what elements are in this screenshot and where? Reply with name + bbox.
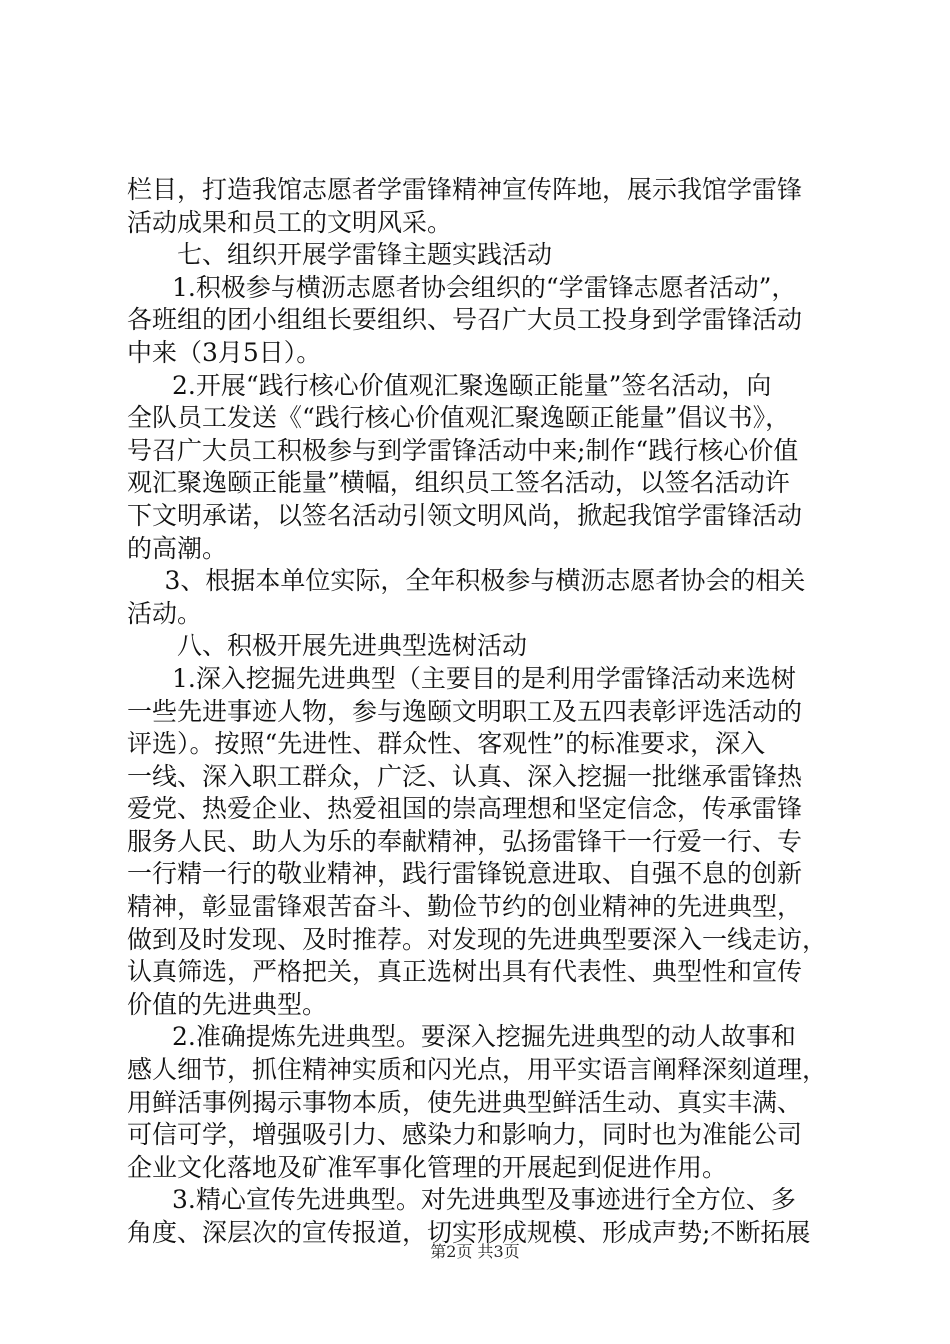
text-line: 各班组的团小组组长要组织、号召广大员工投身到学雷锋活动 <box>127 305 803 335</box>
document-body <box>127 174 847 1250</box>
text-line: 下文明承诺，以签名活动引领文明风尚，掀起我馆学雷锋活动 <box>127 500 803 530</box>
text-line: 2.准确提炼先进典型。要深入挖掘先进典型的动人故事和 <box>172 1022 796 1052</box>
text-line: 活动成果和员工的文明风采。 <box>127 207 453 237</box>
section-heading: 八、积极开展先进典型选树活动 <box>177 631 528 661</box>
text-line: 认真筛选，严格把关，真正选树出具有代表性、典型性和宣传 <box>127 957 803 987</box>
text-line: 栏目，打造我馆志愿者学雷锋精神宣传阵地，展示我馆学雷锋 <box>127 175 803 204</box>
text-line: 1.深入挖掘先进典型（主要目的是利用学雷锋活动来选树 <box>172 663 796 693</box>
text-line: 价值的先进典型。 <box>127 989 328 1019</box>
text-line: 号召广大员工积极参与到学雷锋活动中来;制作“践行核心价值 <box>127 435 799 465</box>
text-line: 1.积极参与横沥志愿者协会组织的“学雷锋志愿者活动”， <box>172 272 797 302</box>
text-line: 观汇聚逸颐正能量”横幅，组织员工签名活动，以签名活动许 <box>127 468 790 498</box>
text-line: 一线、深入职工群众，广泛、认真、深入挖掘一批继承雷锋热 <box>127 761 803 791</box>
text-line: 3.精心宣传先进典型。对先进典型及事迹进行全方位、多 <box>172 1185 796 1215</box>
text-line: 可信可学，增强吸引力、感染力和影响力，同时也为准能公司 <box>127 1120 803 1150</box>
text-line: 做到及时发现、及时推荐。对发现的先进典型要深入一线走访， <box>127 924 828 954</box>
text-line: 爱党、热爱企业、热爱祖国的崇高理想和坚定信念，传承雷锋 <box>127 794 803 824</box>
text-line: 评选）。按照“先进性、群众性、客观性”的标准要求，深入 <box>127 729 766 759</box>
text-line: 用鲜活事例揭示事物本质，使先进典型鲜活生动、真实丰满、 <box>127 1087 803 1117</box>
page-number-footer: 第2页 共3页 <box>430 1242 520 1261</box>
text-line: 中来（3月5日）。 <box>127 337 322 367</box>
text-line: 感人细节，抓住精神实质和闪光点，用平实语言阐释深刻道理， <box>127 1055 828 1085</box>
text-line: 企业文化落地及矿准军事化管理的开展起到促进作用。 <box>127 1152 728 1182</box>
text-line: 活动。 <box>127 598 203 628</box>
text-line: 3、根据本单位实际，全年积极参与横沥志愿者协会的相关 <box>164 566 806 596</box>
text-line: 角度、深层次的宣传报道，切实形成规模、形成声势;不断拓展 <box>127 1218 811 1247</box>
text-line: 精神，彰显雷锋艰苦奋斗、勤俭节约的创业精神的先进典型， <box>127 892 803 922</box>
text-line: 服务人民、助人为乐的奉献精神，弘扬雷锋干一行爱一行、专 <box>127 826 803 856</box>
section-heading: 七、组织开展学雷锋主题实践活动 <box>177 240 553 270</box>
text-line: 全队员工发送《“践行核心价值观汇聚逸颐正能量”倡议书》， <box>127 403 791 433</box>
text-line: 2.开展“践行核心价值观汇聚逸颐正能量”签名活动，向 <box>172 370 772 400</box>
text-line: 一行精一行的敬业精神，践行雷锋锐意进取、自强不息的创新 <box>127 859 803 889</box>
text-line: 一些先进事迹人物，参与逸颐文明职工及五四表彰评选活动的 <box>127 696 803 726</box>
text-line: 的高潮。 <box>127 533 228 563</box>
